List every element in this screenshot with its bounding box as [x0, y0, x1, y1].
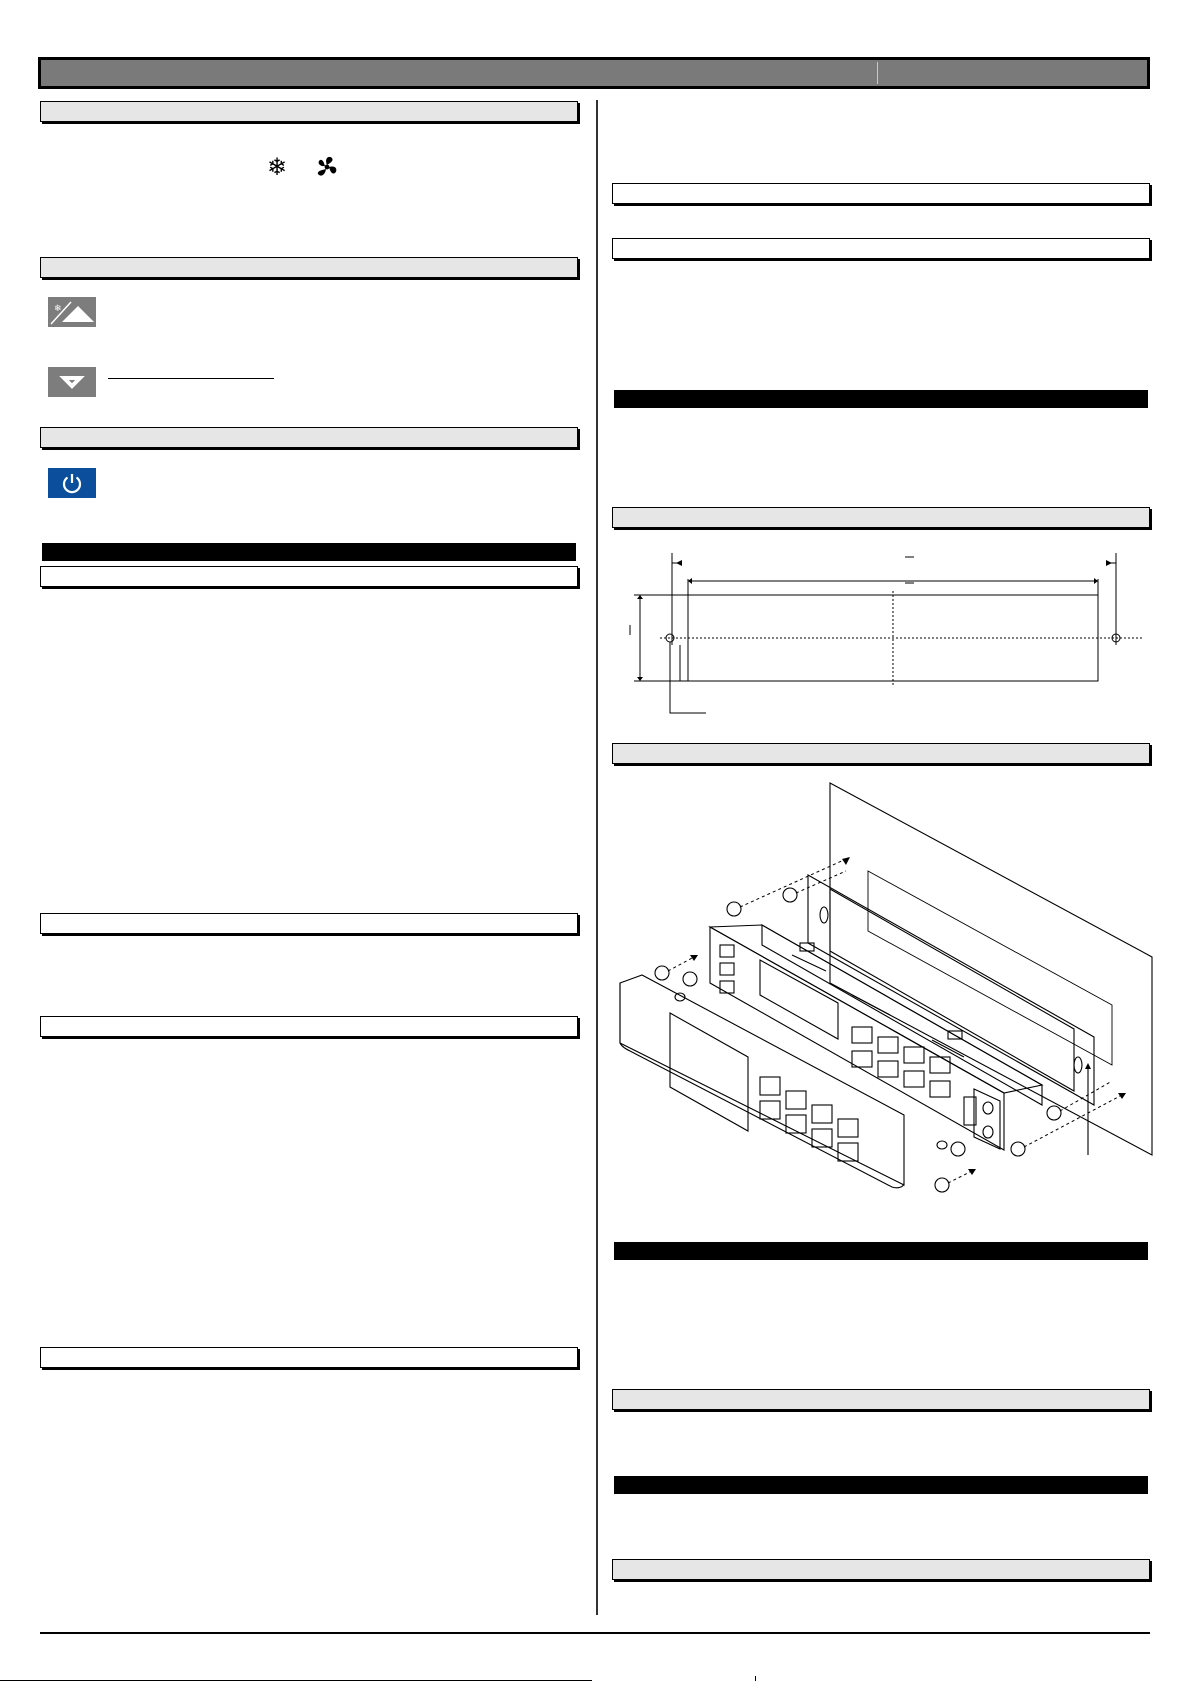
up-defrost-key[interactable]	[48, 297, 96, 327]
right-section-header-1	[612, 183, 1150, 204]
right-black-band-1	[614, 390, 1148, 408]
fan-icon	[314, 154, 340, 185]
mounting-exploded-drawing	[612, 775, 1157, 1220]
right-section-header-4	[612, 743, 1150, 764]
power-icon	[48, 468, 96, 498]
left-section-header-6	[40, 1016, 578, 1037]
right-section-header-5	[612, 1389, 1150, 1410]
header-divider	[877, 62, 878, 84]
down-key-underline	[108, 378, 274, 379]
svg-text:❄: ❄	[54, 304, 62, 314]
document-header-bar	[38, 57, 1150, 89]
left-section-header-3	[40, 427, 578, 448]
page-bottom-tick	[755, 1676, 756, 1681]
right-section-header-3	[612, 507, 1150, 528]
left-black-band-1	[42, 543, 576, 561]
left-section-header-4	[40, 566, 578, 587]
down-arrow-icon	[48, 367, 96, 397]
right-section-header-2	[612, 238, 1150, 259]
column-separator	[596, 100, 598, 1615]
footer-rule	[40, 1632, 1150, 1634]
power-key[interactable]	[48, 468, 96, 498]
defrost-up-arrow-icon	[48, 297, 96, 327]
left-section-header-7	[40, 1347, 578, 1368]
right-section-header-6	[612, 1559, 1150, 1580]
panel-cutout-drawing	[612, 545, 1152, 720]
left-section-header-2	[40, 257, 578, 278]
down-key[interactable]	[48, 367, 96, 397]
right-black-band-3	[614, 1476, 1148, 1494]
page-bottom-rule	[0, 1680, 592, 1681]
snowflake-icon: ❄	[267, 154, 288, 181]
right-black-band-2	[614, 1242, 1148, 1260]
left-section-header-1	[40, 101, 578, 122]
left-section-header-5	[40, 913, 578, 934]
